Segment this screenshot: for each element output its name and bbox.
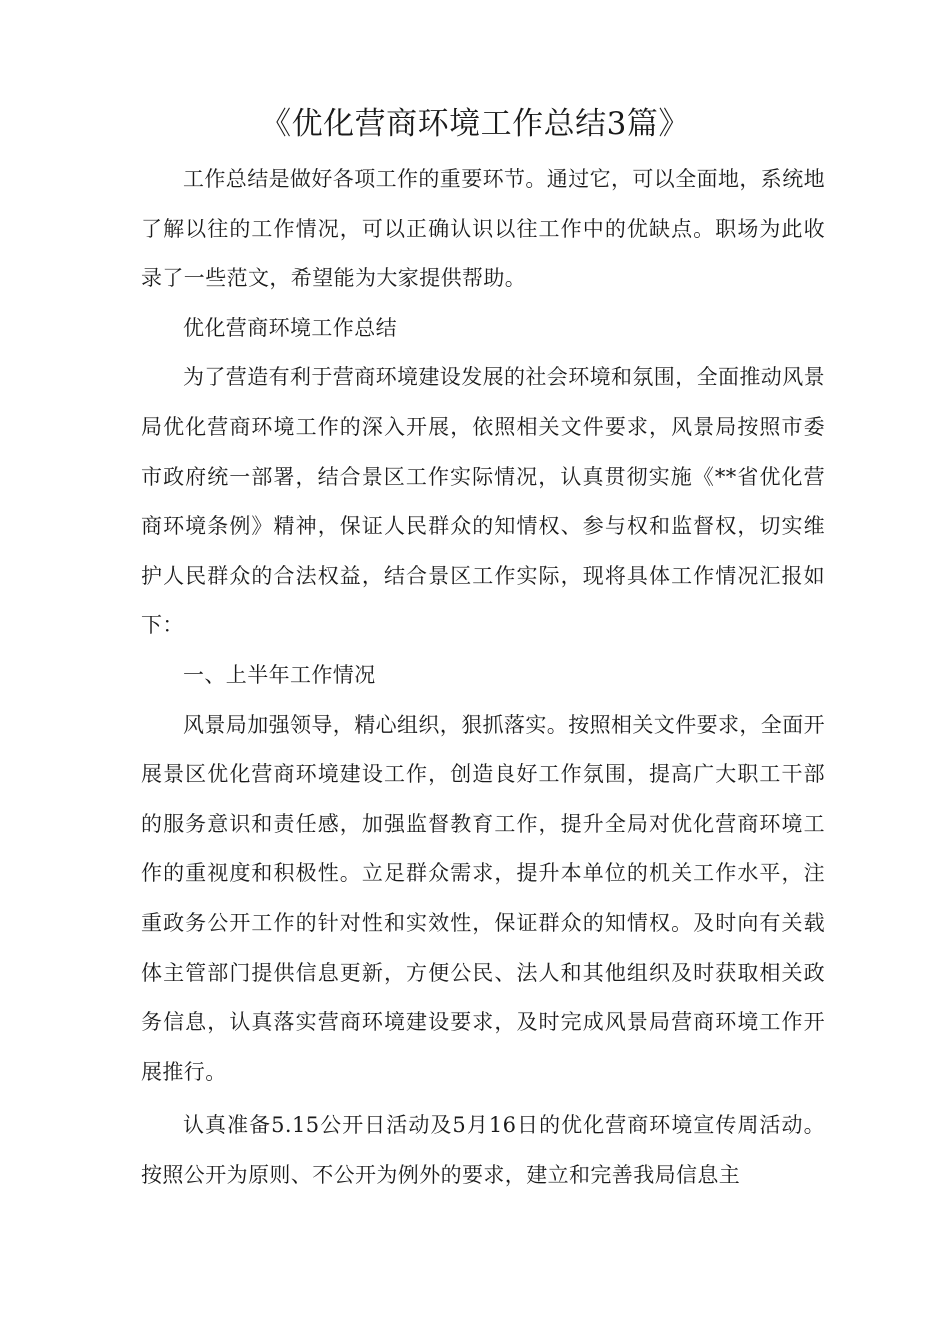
intro-paragraph: 工作总结是做好各项工作的重要环节。通过它，可以全面地，系统地了解以往的工作情况，可以正确认识以往工作中的优缺点。职场为此收录了一些范文，希望能为大家提供帮助。 [141,167,825,291]
work-paragraph: 风景局加强领导，精心组织，狠抓落实。按照相关文件要求，全面开展景区优化营商环境建设工作，创造良好工作氛围，提高广大职工干部的服务意识和责任感，加强监督教育工作，提升全局对优化营商环境工作的重视度和积极性。立足群众需求，提升本单位的机关工作水平，注重政务公开工作的针对性和实效性，保证群众的知情权。及时向有关载体主管部门提供信息更新，方便公民、法人和其他组织及时获取相关政务信息，认真落实营商环境建设要求，及时完成风景局营商环境工作开展推行。 [141,712,825,1084]
document-body [141,155,825,1200]
section-heading-first-half: 一、上半年工作情况 [183,662,376,687]
opening-paragraph: 为了营造有利于营商环境建设发展的社会环境和氛围，全面推动风景局优化营商环境工作的深入开展，依照相关文件要求，风景局按照市委市政府统一部署，结合景区工作实际情况，认真贯彻实施《**省优化营商环境条例》精神，保证人民群众的知情权、参与权和监督权，切实维护人民群众的合法权益，结合景区工作实际，现将具体工作情况汇报如下： [141,365,825,638]
activity-paragraph: 认真准备5.15公开日活动及5月16日的优化营商环境宣传周活动。按照公开为原则、不公开为例外的要求，建立和完善我局信息主 [141,1113,825,1187]
document-title: 《优化营商环境工作总结3篇》 [260,106,690,142]
section-title: 优化营商环境工作总结 [183,315,397,340]
